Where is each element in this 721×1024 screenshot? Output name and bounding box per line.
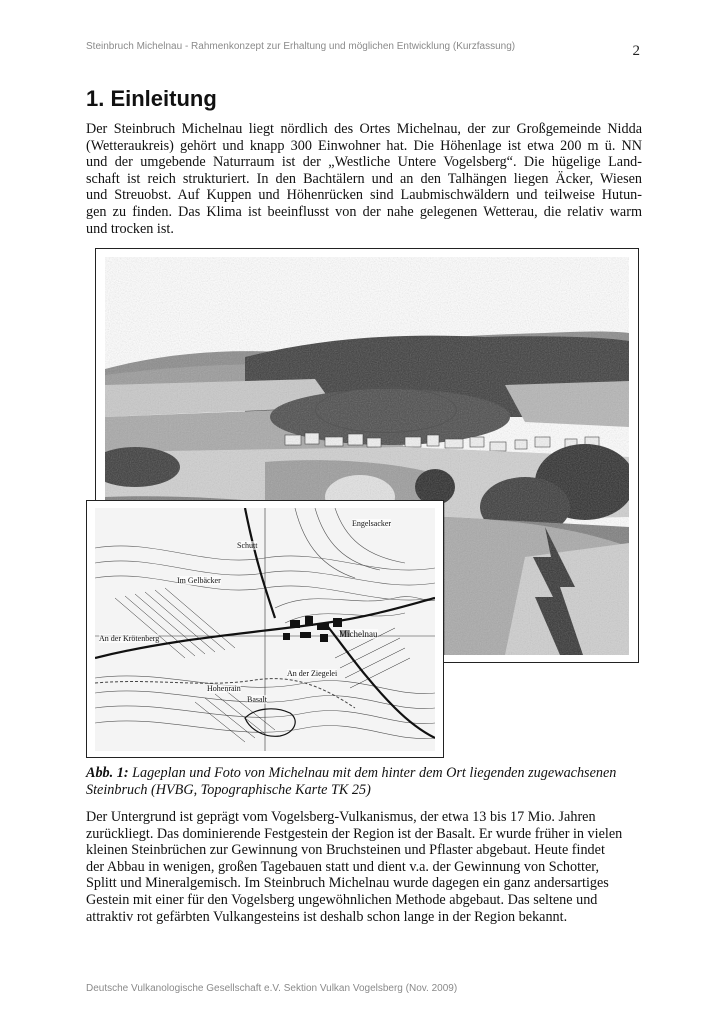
intro-line: (Wetteraukreis) gehört und knapp 300 Einwohner hat. Die Höhenlage ist etwa 200 m ü. NN — [86, 137, 642, 154]
page-footer: Deutsche Vulkanologische Gesellschaft e.V. Sektion Vulkan Vogelsberg (Nov. 2009) — [86, 983, 458, 994]
intro-line: und trocken ist. — [86, 220, 174, 237]
map-label-schutt: Schutt — [237, 541, 258, 550]
body-line: Der Untergrund ist geprägt vom Vogelsberg-Vulkanismus, der etwa 13 bis 17 Mio. Jahren — [86, 809, 596, 825]
page-number: 2 — [632, 43, 640, 59]
body-line: Splitt und Mineralgemisch. Im Steinbruch Michelnau wurde dagegen ein ganz andersartiges — [86, 875, 609, 892]
section-title: 1. Einleitung — [86, 86, 217, 111]
intro-paragraph — [86, 121, 642, 237]
map-label-gelbacker: Im Gelbäcker — [177, 576, 221, 585]
figure-caption — [86, 765, 646, 798]
map-label-basalt: Basalt — [247, 695, 267, 704]
body-paragraph — [86, 809, 642, 925]
running-header: Steinbruch Michelnau - Rahmenkonzept zur Erhaltung und möglichen Entwicklung (Kurzfassung) — [86, 41, 516, 52]
intro-line: Der Steinbruch Michelnau liegt nördlich des Ortes Michelnau, der zur Großgemeinde Nidda — [86, 121, 642, 137]
map-label-engelsacker: Engelsacker — [352, 519, 392, 528]
body-line: der Abbau in wenigen, großen Tagebauen statt und dient v.a. der Gewinnung von Schotter, — [86, 858, 599, 875]
topographic-map — [86, 500, 444, 758]
intro-line: gen zu finden. Das Klima ist beeinflusst von der nahe gelegenen Wetterau, die relativ warm — [86, 203, 642, 220]
body-line: kleinen Steinbrüchen zur Gewinnung von Bruchsteinen und Pflaster abgebaut. Heute findet — [86, 842, 605, 859]
intro-line: schaft ist reich strukturiert. In den Bachtälern und an den Talhängen liegen Äcker, Wiesen — [86, 170, 642, 187]
caption-text: Lageplan und Foto von Michelnau mit dem hinter dem Ort liegenden zugewachsenen Steinbruch (HVBG, Topographische Karte TK 25) — [86, 765, 617, 798]
body-line: attraktiv rot gefärbten Vulkangesteins ist deshalb schon lange in der Region bekannt. — [86, 908, 568, 925]
quarry-highlight-ellipse — [315, 387, 457, 433]
map-label-hohenrain: Hohenrain — [207, 684, 241, 693]
map-label-michelnau: Michelnau — [339, 629, 378, 639]
map-label-krotenberg: An der Krötenberg — [99, 634, 160, 643]
map-label-ziegelei: An der Ziegelei — [287, 669, 338, 678]
body-line: zurückliegt. Das dominierende Festgestein der Region ist der Basalt. Er wurde früher in vielen — [86, 825, 623, 842]
intro-line: und der umgebende Naturraum ist der „Westliche Untere Vogelsberg“. Die hügelige Land- — [86, 154, 642, 171]
body-line: Gestein mit einer für den Vogelsberg ungewöhnlichen Methode abgebaut. Das seltene und — [86, 891, 598, 908]
intro-line: und Streuobst. Auf Kuppen und Höhenrücken sind Laubmischwäldern und teilweise Hutun- — [86, 187, 642, 204]
caption-label: Abb. 1: — [86, 765, 129, 781]
